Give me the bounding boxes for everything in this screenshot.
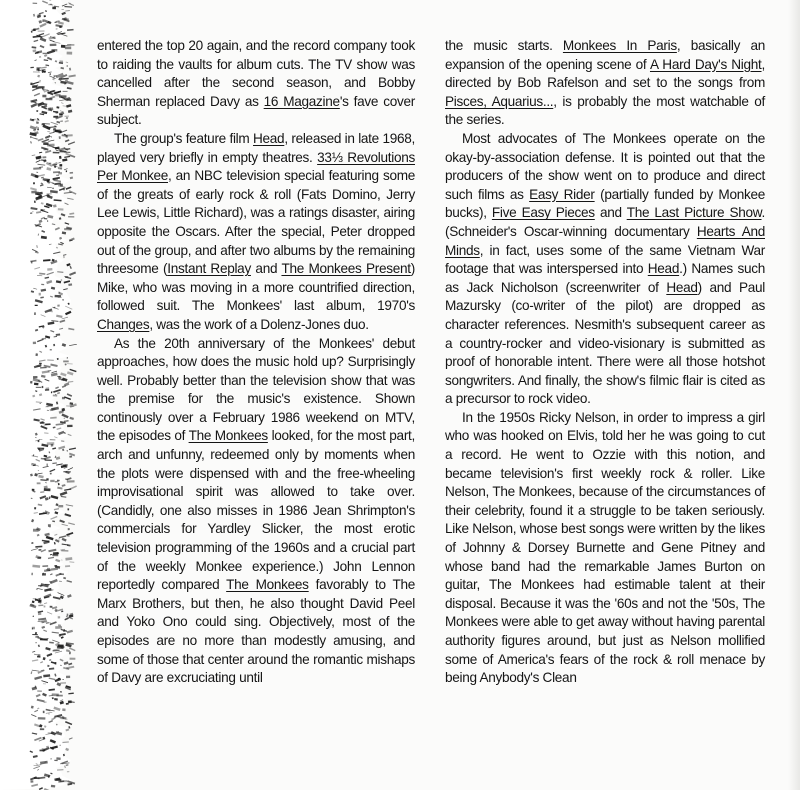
text-run: (partially funded by Monkee bucks),	[445, 186, 765, 221]
text-run: , was the work of a Dolenz-Jones duo.	[149, 316, 369, 332]
underlined-title: 16 Magazine	[263, 93, 340, 109]
underlined-title: The Monkees	[226, 577, 309, 593]
underlined-title: Easy Rider	[529, 186, 595, 202]
text-run: , an NBC television special featuring some of the greats of early rock & roll (Fats Domino, Jerry Lee Lewis, Little Richard), was a ratings disaster, airing opposite the Oscars. After the special, Peter dropped out of the group, and after two albums by the remaining threesome (	[97, 168, 415, 277]
underlined-title: The Monkees	[188, 428, 268, 444]
page-fold-shadow	[788, 0, 800, 790]
underlined-title: Head	[253, 130, 285, 146]
text-run: ) and Paul Mazursky (co-writer of the pilot) are dropped as character references. Nesmith's subsequent career as a country-rocker and video-visionary is submitted as proof of honorable intent. There were all those hotshot songwriters. And finally, the show's filmic flair is cited as a precursor to rock video.	[445, 279, 766, 407]
paragraph	[445, 130, 765, 409]
underlined-title: Pisces, Aquarius...	[445, 93, 554, 109]
text-run: , basically an expansion of the opening scene of	[445, 38, 765, 72]
text-run: , released in late 1968, played very briefly in empty theatres.	[97, 130, 415, 165]
text-run: 's fave cover subject.	[97, 93, 415, 128]
underlined-title: Five Easy Pieces	[491, 205, 595, 221]
paragraph	[445, 37, 765, 130]
underlined-title: A Hard Day's Night	[649, 56, 762, 72]
text-run: the music starts.	[445, 38, 563, 53]
paragraph	[97, 335, 415, 688]
underlined-title: Head	[647, 261, 680, 277]
left-text-column	[97, 37, 415, 688]
text-run: Most advocates of The Monkees operate on the okay-by-association defense. It is pointed out that the producers of the show went on to produce and direct such films as	[445, 130, 765, 202]
torn-paper-edge	[0, 0, 78, 790]
text-run: . (Schneider's Oscar-winning documentary	[445, 205, 765, 239]
paragraph	[97, 37, 415, 130]
paragraph	[445, 409, 765, 688]
text-run: , is probably the most watchable of the series.	[445, 93, 765, 128]
text-run: looked, for the most part, arch and unfunny, redeemed only by moments when the plots were dispensed with and the free-wheeling improvisational spirit was allowed to take over. (Candidly, one also misses in 1986 Jean Shrimpton's commercials for Yardley Slicker, the most erotic television programming of the 1960s and a crucial part of the weekly Monkee experience.) John Lennon reportedly compared	[97, 428, 415, 593]
text-run: entered the top 20 again, and the record company took to raiding the vaults for album cuts. The TV show was cancelled after the second season, and Bobby Sherman replaced Davy as	[97, 38, 415, 109]
text-run: , in fact, uses some of the same Vietnam War footage that was interspersed into	[445, 242, 765, 277]
text-run: The group's feature film	[114, 130, 253, 146]
underlined-title: Head	[666, 279, 698, 295]
underlined-title: Monkees In Paris	[562, 38, 677, 53]
text-run: and	[594, 205, 627, 221]
underlined-title: Changes	[97, 316, 150, 332]
text-run: favorably to The Marx Brothers, but then, he also thought David Peel and Yoko Ono could sing. Objectively, most of the episodes are no more than modestly amusing, and some of those that center around the romantic mishaps of Davy are excruciating until	[97, 577, 415, 686]
underlined-title: Instant Replay	[167, 261, 251, 277]
underlined-title: The Last Picture Show	[626, 205, 762, 221]
text-run: In the 1950s Ricky Nelson, in order to impress a girl who was hooked on Elvis, told her he was going to cut a record. He went to Ozzie with this notion, and became television's first weekly rock & roller. Like Nelson, The Monkees, because of the circumstances of their celebrity, found it a struggle to be taken seriously. Like Nelson, whose best songs were written by the likes of Johnny & Dorsey Burnette and Gene Pitney and whose band had the remarkable James Burton on guitar, The Monkees had estimable talent at their disposal. Because it was the '60s and not the '50s, The Monkees were able to get away without having parental authority figures around, but just as Nelson mollified some of America's fears of the rock & roll menace by being Anybody's Clean	[445, 409, 765, 686]
underlined-title: 33⅓ Revolutions Per Monkee	[97, 149, 415, 184]
underlined-title: Hearts And Minds	[445, 223, 765, 258]
text-run: and	[250, 261, 282, 277]
text-run: ) Mike, who was moving in a more countrified direction, followed suit. The Monkees' last album, 1970's	[97, 261, 415, 314]
paragraph	[97, 130, 415, 335]
underlined-title: The Monkees Present	[281, 261, 411, 277]
right-text-column	[445, 37, 765, 688]
text-run: .) Names such as Jack Nicholson (screenwriter of	[445, 261, 766, 295]
text-run: , directed by Bob Rafelson and set to the songs from	[445, 56, 765, 91]
text-run: As the 20th anniversary of the Monkees' debut approaches, how does the music hold up? Surprisingly well. Probably better than the television show that was the premise for the music's existence. Shown continously over a February 1986 weekend on MTV, the episodes of	[97, 335, 415, 444]
